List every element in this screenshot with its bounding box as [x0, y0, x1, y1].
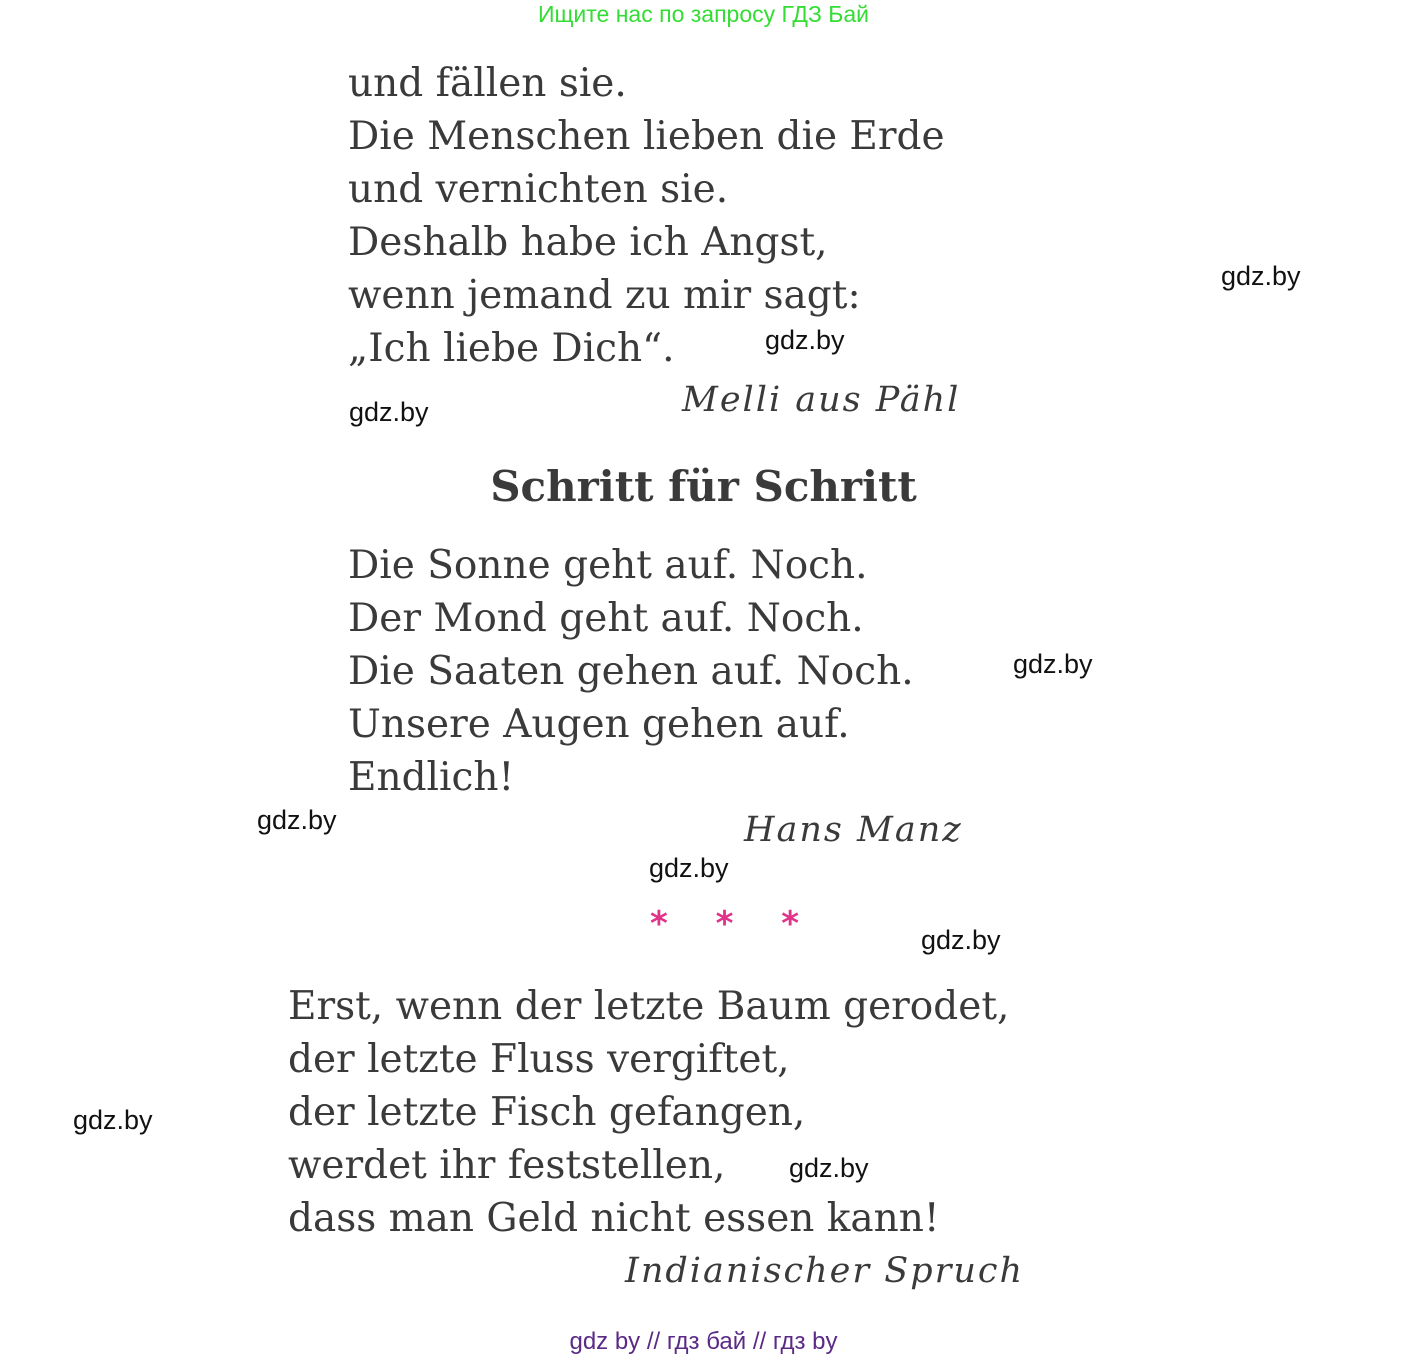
watermark: gdz.by [649, 853, 729, 883]
watermark: gdz.by [765, 325, 845, 355]
watermark: gdz.by [789, 1153, 869, 1183]
poem-line: Endlich! [348, 755, 515, 800]
poem-1-author: Melli aus Pähl [682, 380, 961, 420]
poem-line: und fällen sie. [348, 61, 627, 106]
poem-line: werdet ihr feststellen, [288, 1143, 726, 1188]
poem-line: Unsere Augen gehen auf. [348, 702, 850, 747]
poem-2-author: Hans Manz [744, 810, 963, 850]
asterism-separator: * * * [650, 904, 818, 944]
poem-line: Erst, wenn der letzte Baum gerodet, [288, 984, 1010, 1029]
footer-links: gdz by // гдз бай // гдз by [569, 1328, 838, 1355]
watermark: gdz.by [73, 1105, 153, 1135]
poem-line: „Ich liebe Dich“. [348, 326, 675, 371]
poem-line: Der Mond geht auf. Noch. [348, 596, 864, 641]
watermark: gdz.by [1221, 261, 1301, 291]
poem-line: Die Menschen lieben die Erde [348, 114, 945, 159]
watermark: gdz.by [349, 397, 429, 427]
poem-3 [288, 980, 1009, 1245]
poem-3-author: Indianischer Spruch [625, 1251, 1025, 1291]
watermark: gdz.by [921, 925, 1001, 955]
poem-line: wenn jemand zu mir sagt: [348, 273, 861, 318]
poem-2-title: Schritt für Schritt [490, 462, 917, 511]
poem-line: und vernichten sie. [348, 167, 729, 212]
poem-line: Die Saaten gehen auf. Noch. [348, 649, 914, 694]
poem-line: dass man Geld nicht essen kann! [288, 1196, 940, 1241]
watermark: gdz.by [1013, 649, 1093, 679]
poem-line: Die Sonne geht auf. Noch. [348, 543, 868, 588]
poem-line: der letzte Fluss vergiftet, [288, 1037, 790, 1082]
watermark: gdz.by [257, 805, 337, 835]
top-banner: Ищите нас по запросу ГДЗ Бай [537, 1, 870, 27]
poem-line: der letzte Fisch gefangen, [288, 1090, 806, 1135]
poem-1 [348, 57, 945, 375]
poem-2 [348, 539, 914, 804]
poem-line: Deshalb habe ich Angst, [348, 220, 828, 265]
